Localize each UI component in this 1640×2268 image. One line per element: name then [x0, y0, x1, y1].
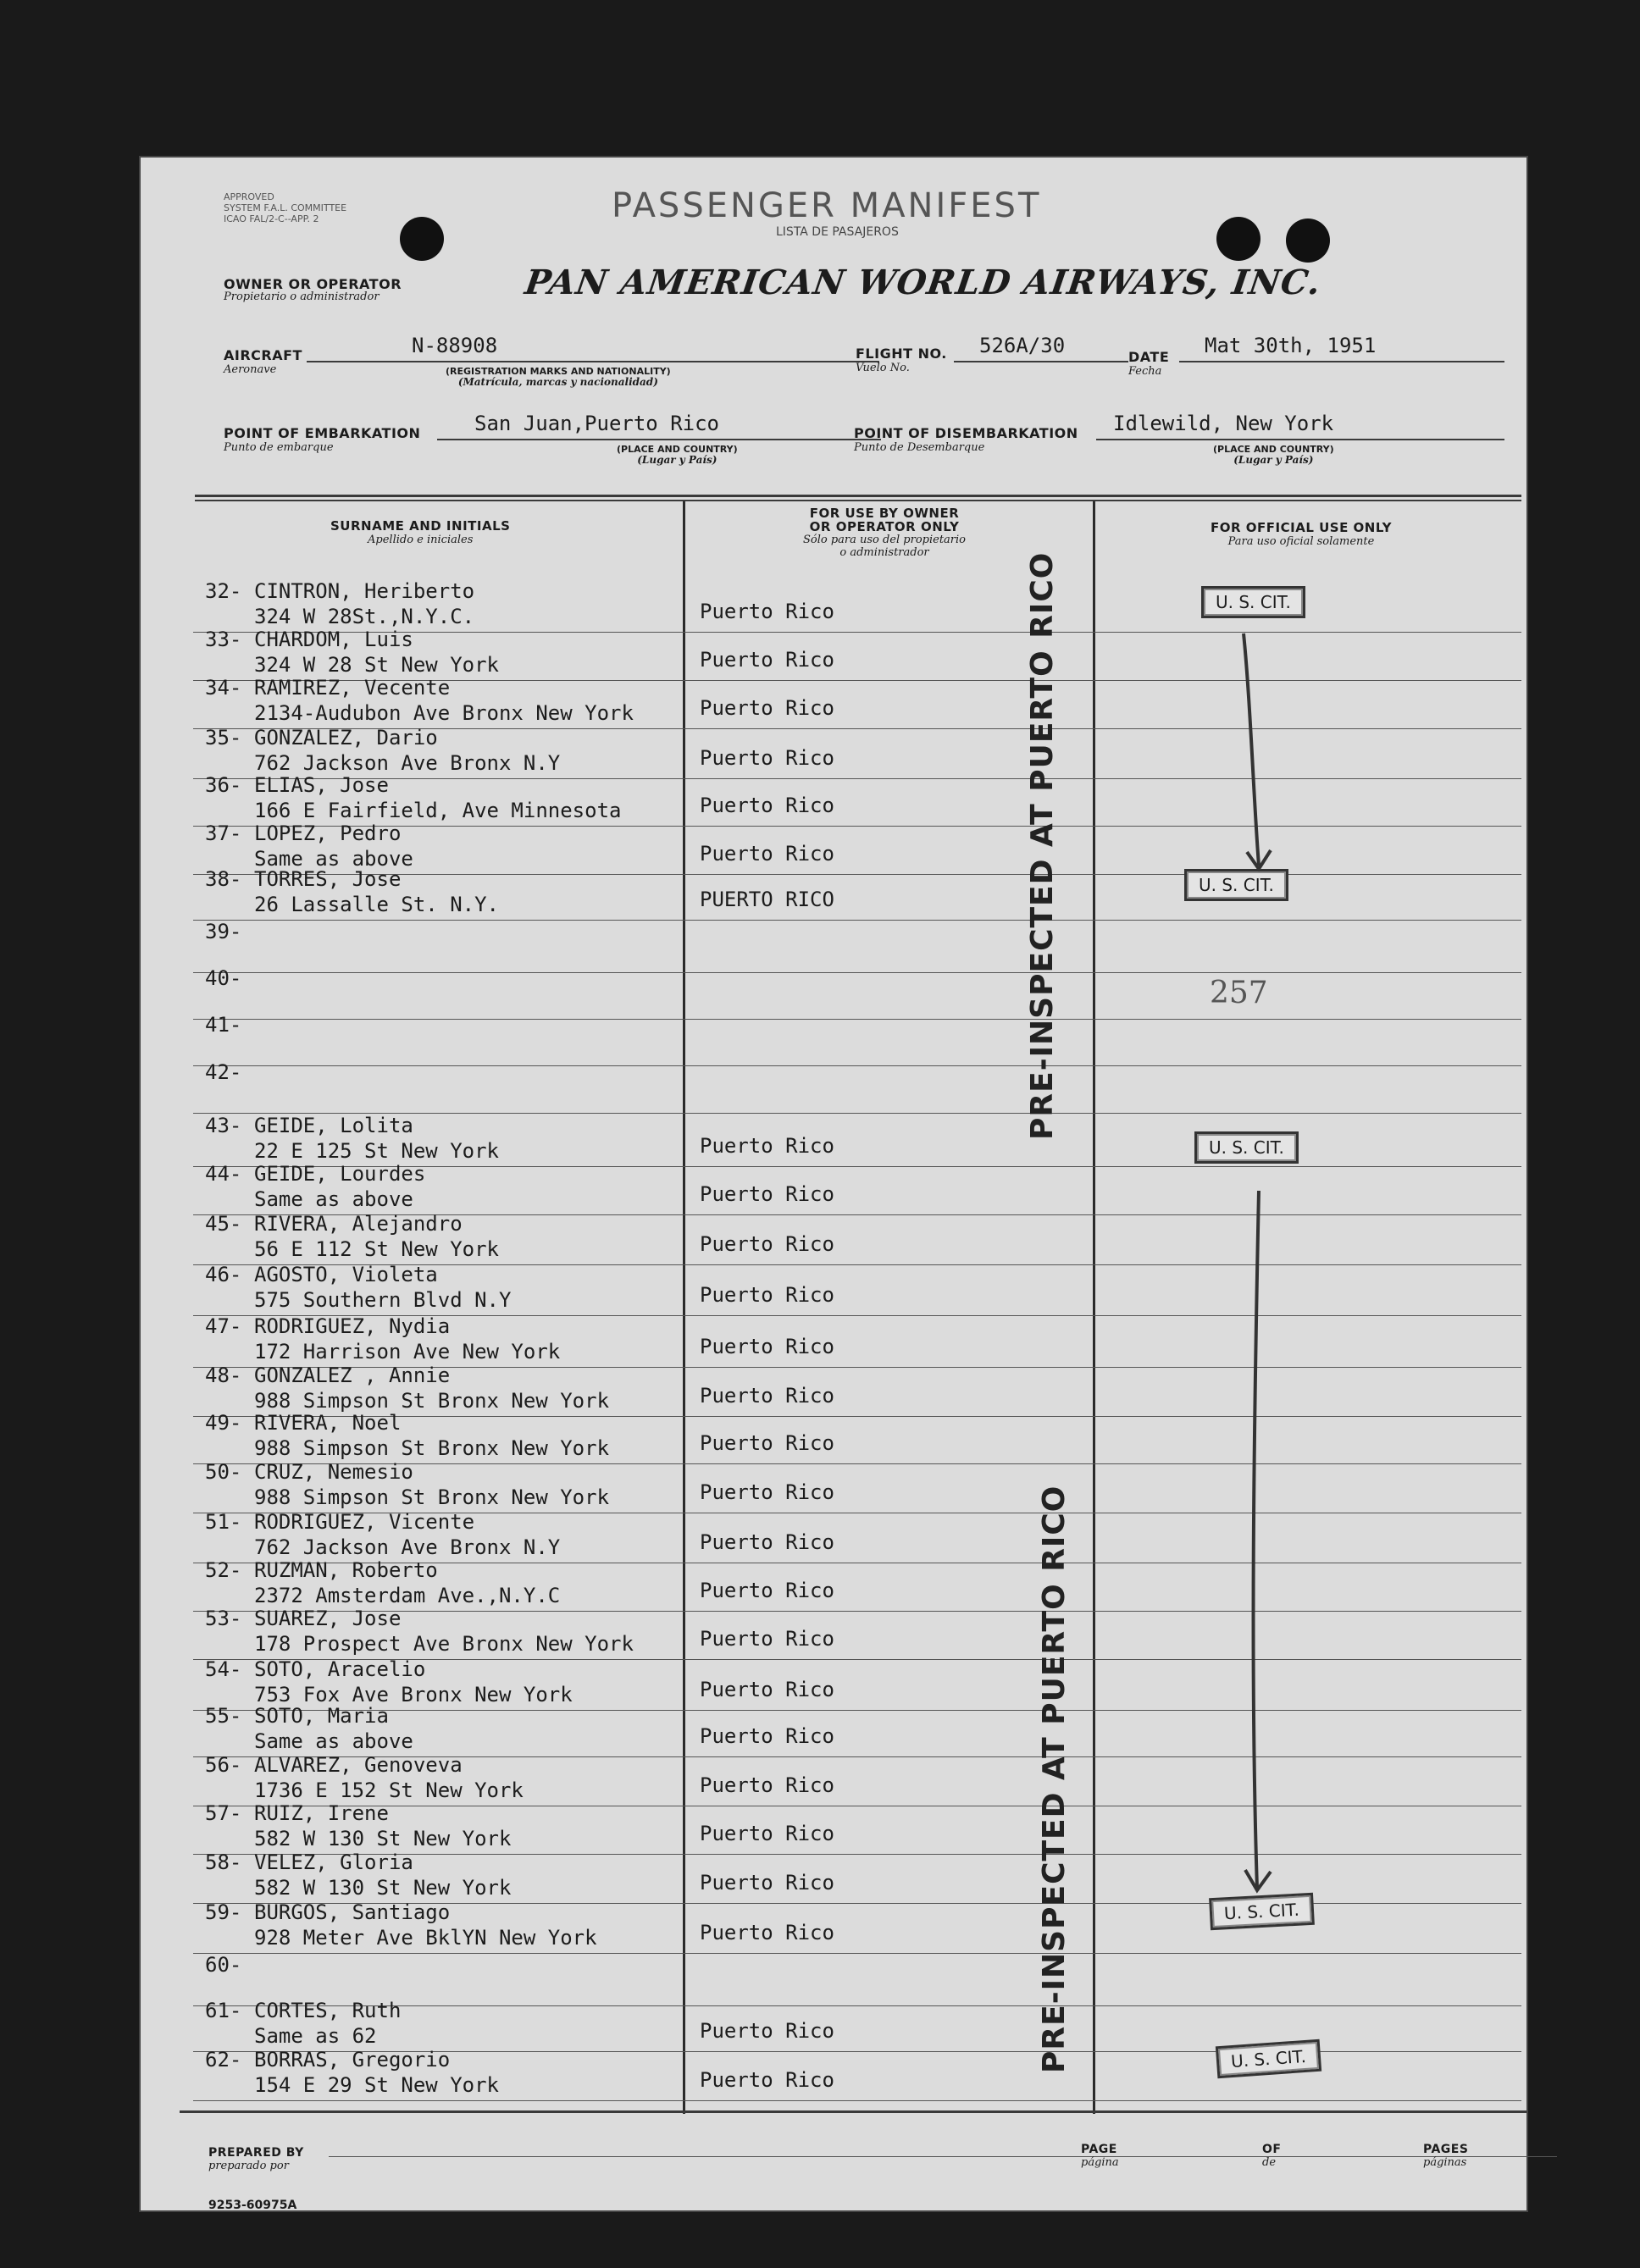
origin-country: Puerto Rico	[700, 1232, 834, 1256]
origin-country: Puerto Rico	[700, 1283, 834, 1307]
row-number: 48-	[205, 1364, 242, 1387]
passenger-address: 988 Simpson St Bronx New York	[254, 1436, 610, 1460]
form-title-es: LISTA DE PASAJEROS	[776, 225, 899, 239]
row-number: 57-	[205, 1801, 242, 1825]
disembarkation-label: POINT OF DISEMBARKATION Punto de Desembarque	[854, 425, 1078, 454]
row-number: 43-	[205, 1114, 242, 1137]
origin-country: Puerto Rico	[700, 1822, 834, 1845]
us-citizen-stamp: U. S. CIT.	[1194, 1131, 1299, 1164]
row-number: 44-	[205, 1162, 242, 1186]
row-number: 36-	[205, 773, 242, 797]
row-number: 33-	[205, 628, 242, 651]
row-number: 34-	[205, 676, 242, 700]
aircraft-value: N-88908	[412, 334, 498, 357]
passenger-name: LOPEZ, Pedro	[254, 821, 402, 845]
handwritten-count: 257	[1210, 976, 1268, 1010]
operator-name: PAN AMERICAN WORLD AIRWAYS, INC.	[522, 263, 1324, 302]
origin-country: Puerto Rico	[700, 1627, 834, 1651]
flight-value: 526A/30	[979, 334, 1066, 357]
row-number: 40-	[205, 966, 242, 990]
preinspected-stamp: PRE-INSPECTED AT PUERTO RICO	[1025, 551, 1060, 1140]
origin-country: Puerto Rico	[700, 1530, 834, 1554]
origin-country: Puerto Rico	[700, 1134, 834, 1158]
col-header-official-use: FOR OFFICIAL USE ONLY Para uso oficial solamente	[1211, 520, 1392, 548]
passenger-name: RODRIGUEZ, Vicente	[254, 1510, 475, 1534]
passenger-name: GONZALEZ , Annie	[254, 1364, 451, 1387]
origin-country: Puerto Rico	[700, 2019, 834, 2043]
origin-country: Puerto Rico	[700, 1384, 834, 1408]
registration-caption: (REGISTRATION MARKS AND NATIONALITY) (Matrícula, marcas y nacionalidad)	[446, 366, 671, 388]
row-number: 38-	[205, 867, 242, 891]
pages-label: PAGES páginas	[1423, 2143, 1469, 2169]
flight-label: FLIGHT NO. Vuelo No.	[856, 346, 947, 374]
embark-place-caption: (PLACE AND COUNTRY) (Lugar y País)	[617, 444, 738, 466]
passenger-name: SUAREZ, Jose	[254, 1607, 402, 1630]
row-number: 59-	[205, 1900, 242, 1924]
approval-block: APPROVED SYSTEM F.A.L. COMMITTEE ICAO FAL/2-C--APP. 2	[224, 191, 347, 224]
passenger-name: CORTES, Ruth	[254, 1999, 402, 2022]
row-number: 51-	[205, 1510, 242, 1534]
disembarkation-value: Idlewild, New York	[1113, 412, 1334, 435]
origin-country: Puerto Rico	[700, 1678, 834, 1701]
us-citizen-stamp: U. S. CIT.	[1184, 869, 1288, 901]
date-label: DATE Fecha	[1128, 349, 1170, 378]
row-number: 37-	[205, 821, 242, 845]
disembark-place-caption: (PLACE AND COUNTRY) (Lugar y País)	[1213, 444, 1334, 466]
handwritten-arrows	[141, 158, 1526, 2210]
origin-country: Puerto Rico	[700, 2068, 834, 2092]
row-number: 53-	[205, 1607, 242, 1630]
row-number: 35-	[205, 726, 242, 750]
row-number: 54-	[205, 1657, 242, 1681]
passenger-address: 22 E 125 St New York	[254, 1139, 499, 1163]
passenger-name: SOTO, Aracelio	[254, 1657, 426, 1681]
prepared-by-label: PREPARED BY preparado por	[208, 2146, 304, 2172]
passenger-name: AGOSTO, Violeta	[254, 1263, 438, 1286]
col-header-owner-use: FOR USE BY OWNER OR OPERATOR ONLY Sólo para uso del propietario o administrador	[802, 506, 967, 559]
row-number: 62-	[205, 2048, 242, 2072]
row-number: 45-	[205, 1212, 242, 1236]
passenger-address: 762 Jackson Ave Bronx N.Y	[254, 1535, 561, 1559]
row-number: 42-	[205, 1060, 242, 1084]
origin-country: Puerto Rico	[700, 842, 834, 866]
form-number: 9253-60975A	[208, 2199, 297, 2212]
passenger-name: CRUZ, Nemesio	[254, 1460, 413, 1484]
origin-country: Puerto Rico	[700, 1431, 834, 1455]
passenger-address: 26 Lassalle St. N.Y.	[254, 893, 499, 916]
passenger-name: GEIDE, Lolita	[254, 1114, 413, 1137]
row-number: 39-	[205, 920, 242, 943]
page-label: PAGE página	[1081, 2143, 1119, 2169]
passenger-address: 172 Harrison Ave New York	[254, 1340, 561, 1364]
of-label: OF de	[1262, 2143, 1282, 2169]
row-number: 52-	[205, 1558, 242, 1582]
passenger-name: TORRES, Jose	[254, 867, 402, 891]
origin-country: Puerto Rico	[700, 1871, 834, 1895]
passenger-name: RODRIGUEZ, Nydia	[254, 1314, 451, 1338]
passenger-address: 56 E 112 St New York	[254, 1237, 499, 1261]
passenger-name: GONZALEZ, Dario	[254, 726, 438, 750]
passenger-address: 178 Prospect Ave Bronx New York	[254, 1632, 634, 1656]
row-number: 55-	[205, 1704, 242, 1728]
origin-country: Puerto Rico	[700, 746, 834, 770]
passenger-address: 2372 Amsterdam Ave.,N.Y.C	[254, 1584, 561, 1607]
passenger-address: 753 Fox Ave Bronx New York	[254, 1683, 573, 1707]
passenger-name: CINTRON, Heriberto	[254, 579, 475, 603]
origin-country: Puerto Rico	[700, 1921, 834, 1944]
origin-country: Puerto Rico	[700, 1773, 834, 1797]
passenger-name: BURGOS, Santiago	[254, 1900, 451, 1924]
row-number: 58-	[205, 1850, 242, 1874]
origin-country: Puerto Rico	[700, 1480, 834, 1504]
passenger-address: Same as above	[254, 847, 413, 871]
col-header-surname: SURNAME AND INITIALS Apellido e iniciales	[330, 518, 511, 546]
passenger-address: 988 Simpson St Bronx New York	[254, 1389, 610, 1413]
owner-label: OWNER OR OPERATOR Propietario o administrador	[224, 276, 402, 303]
passenger-name: GEIDE, Lourdes	[254, 1162, 426, 1186]
embarkation-value: San Juan,Puerto Rico	[474, 412, 719, 435]
passenger-name: ALVAREZ, Genoveva	[254, 1753, 463, 1777]
passenger-address: 1736 E 152 St New York	[254, 1778, 524, 1802]
origin-country: PUERTO RICO	[700, 888, 834, 911]
passenger-name: RIVERA, Noel	[254, 1411, 402, 1435]
passenger-name: ELIAS, Jose	[254, 773, 389, 797]
origin-country: Puerto Rico	[700, 794, 834, 817]
row-number: 32-	[205, 579, 242, 603]
passenger-name: VELEZ, Gloria	[254, 1850, 413, 1874]
passenger-name: RAMIREZ, Vecente	[254, 676, 451, 700]
passenger-name: SOTO, Maria	[254, 1704, 389, 1728]
passenger-name: BORRAS, Gregorio	[254, 2048, 451, 2072]
us-citizen-stamp: U. S. CIT.	[1216, 2039, 1321, 2078]
us-citizen-stamp: U. S. CIT.	[1209, 1893, 1315, 1930]
form-title: PASSENGER MANIFEST	[612, 186, 1042, 225]
row-number: 49-	[205, 1411, 242, 1435]
origin-country: Puerto Rico	[700, 696, 834, 720]
passenger-name: RUIZ, Irene	[254, 1801, 389, 1825]
passenger-address: 324 W 28 St New York	[254, 653, 499, 677]
passenger-address: Same as 62	[254, 2024, 377, 2048]
passenger-name: CHARDOM, Luis	[254, 628, 413, 651]
passenger-address: 575 Southern Blvd N.Y	[254, 1288, 512, 1312]
origin-country: Puerto Rico	[700, 1579, 834, 1602]
passenger-name: RIVERA, Alejandro	[254, 1212, 463, 1236]
row-number: 46-	[205, 1263, 242, 1286]
row-number: 60-	[205, 1953, 242, 1977]
passenger-address: 762 Jackson Ave Bronx N.Y	[254, 751, 561, 775]
passenger-address: Same as above	[254, 1729, 413, 1753]
passenger-address: 166 E Fairfield, Ave Minnesota	[254, 799, 622, 822]
row-number: 56-	[205, 1753, 242, 1777]
passenger-name: RUZMAN, Roberto	[254, 1558, 438, 1582]
us-citizen-stamp: U. S. CIT.	[1201, 586, 1305, 618]
origin-country: Puerto Rico	[700, 600, 834, 623]
passenger-address: 582 W 130 St New York	[254, 1876, 512, 1900]
row-number: 50-	[205, 1460, 242, 1484]
passenger-address: 324 W 28St.,N.Y.C.	[254, 605, 475, 628]
origin-country: Puerto Rico	[700, 1335, 834, 1358]
origin-country: Puerto Rico	[700, 1724, 834, 1748]
passenger-address: 2134-Audubon Ave Bronx New York	[254, 701, 634, 725]
passenger-address: 154 E 29 St New York	[254, 2073, 499, 2097]
passenger-address: Same as above	[254, 1187, 413, 1211]
origin-country: Puerto Rico	[700, 648, 834, 672]
date-value: Mat 30th, 1951	[1205, 334, 1377, 357]
passenger-address: 928 Meter Ave BklYN New York	[254, 1926, 597, 1950]
origin-country: Puerto Rico	[700, 1182, 834, 1206]
row-number: 61-	[205, 1999, 242, 2022]
row-number: 41-	[205, 1013, 242, 1037]
preinspected-stamp: PRE-INSPECTED AT PUERTO RICO	[1037, 1485, 1072, 2073]
passenger-address: 988 Simpson St Bronx New York	[254, 1485, 610, 1509]
manifest-sheet	[141, 158, 1526, 2210]
passenger-address: 582 W 130 St New York	[254, 1827, 512, 1850]
row-number: 47-	[205, 1314, 242, 1338]
aircraft-label: AIRCRAFT Aeronave	[224, 347, 302, 376]
embarkation-label: POINT OF EMBARKATION Punto de embarque	[224, 425, 421, 454]
